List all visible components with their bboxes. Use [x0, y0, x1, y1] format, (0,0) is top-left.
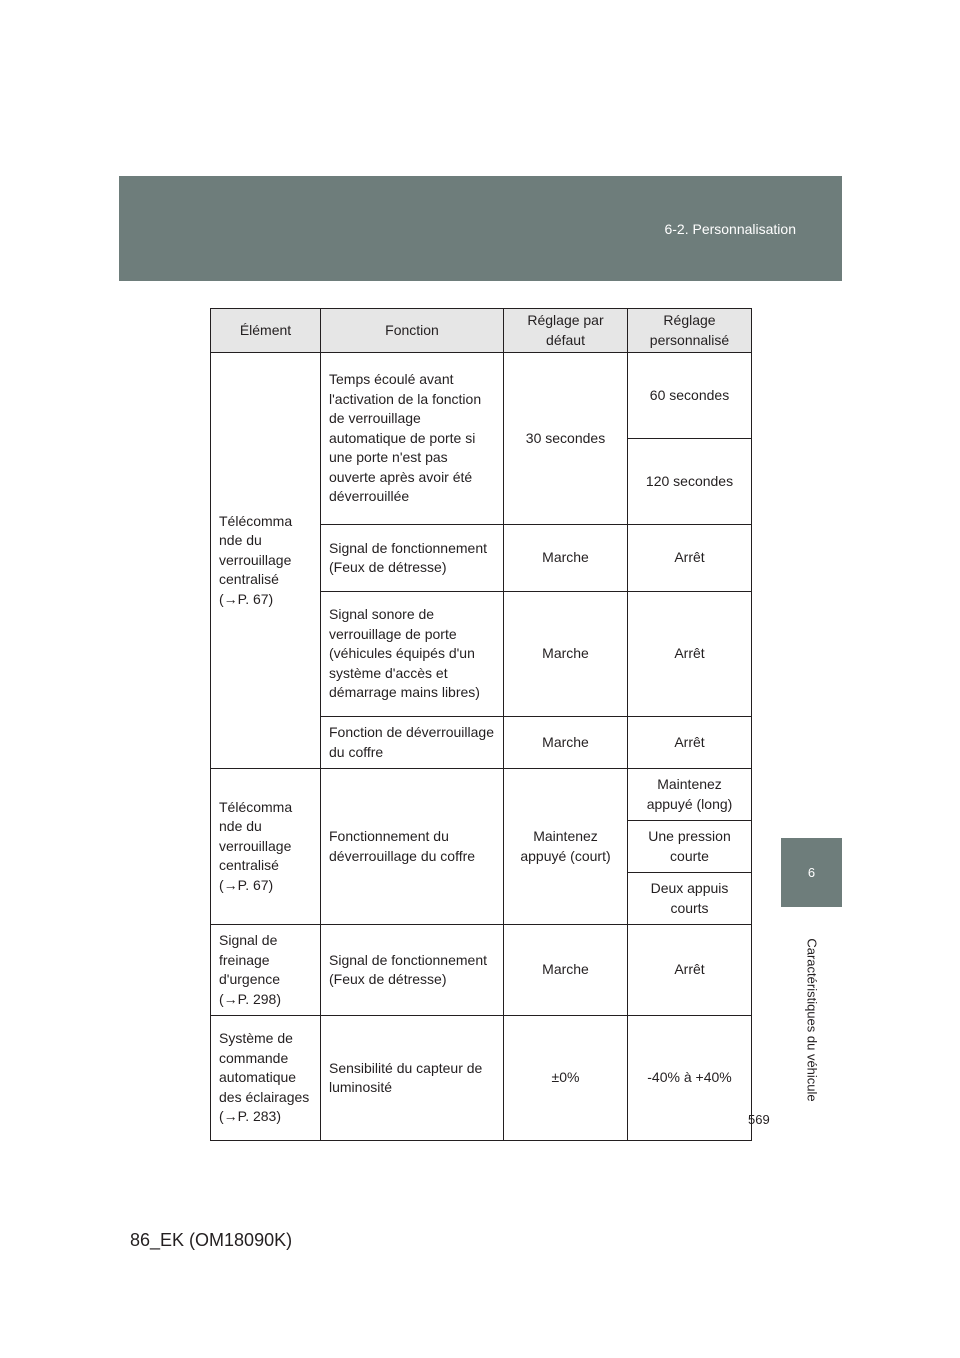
default-cell: ±0% — [504, 1016, 628, 1141]
custom-cell: Arrêt — [628, 525, 752, 592]
function-cell: Signal sonore de verrouillage de porte (véhicules équipés d'un système d'accès et démarrage mains libres) — [321, 592, 504, 717]
custom-cell: Arrêt — [628, 717, 752, 769]
chapter-tab: 6 — [781, 838, 842, 907]
function-cell: Temps écoulé avant l'activation de la fonction de verrouillage automatique de porte si une porte n'est pas ouverte après avoir été déverrouillée — [321, 353, 504, 525]
header-function: Fonction — [321, 309, 504, 353]
element-cell: Système de commande automatique des éclairages (→P. 283) — [211, 1016, 321, 1141]
element-cell: Télécomma nde du verrouillage centralisé (→P. 67) — [211, 353, 321, 769]
function-cell: Fonction de déverrouillage du coffre — [321, 717, 504, 769]
custom-cell: Arrêt — [628, 592, 752, 717]
default-cell: Maintenez appuyé (court) — [504, 769, 628, 925]
function-cell: Fonctionnement du déverrouillage du coffre — [321, 769, 504, 925]
default-cell: 30 secondes — [504, 353, 628, 525]
table-row — [211, 925, 752, 1016]
header-band — [119, 176, 842, 281]
element-cell: Télécomma nde du verrouillage centralisé (→P. 67) — [211, 769, 321, 925]
table-row — [211, 1016, 752, 1141]
custom-cell: Deux appuis courts — [628, 873, 752, 925]
custom-cell: -40% à +40% — [628, 1016, 752, 1141]
header-default: Réglage par défaut — [504, 309, 628, 353]
chapter-title: Caractéristiques du véhicule — [804, 938, 820, 1102]
table-row — [211, 769, 752, 821]
page-number: 569 — [748, 1112, 770, 1127]
custom-cell: 60 secondes — [628, 353, 752, 439]
default-cell: Marche — [504, 525, 628, 592]
custom-cell: Arrêt — [628, 925, 752, 1016]
default-cell: Marche — [504, 592, 628, 717]
custom-cell: Maintenez appuyé (long) — [628, 769, 752, 821]
custom-cell: 120 secondes — [628, 439, 752, 525]
section-title: 6-2. Personnalisation — [664, 221, 796, 237]
header-element: Élément — [211, 309, 321, 353]
function-cell: Sensibilité du capteur de luminosité — [321, 1016, 504, 1141]
custom-cell: Une pression courte — [628, 821, 752, 873]
element-cell: Signal de freinage d'urgence (→P. 298) — [211, 925, 321, 1016]
table-header-row — [211, 309, 752, 353]
header-custom: Réglage personnalisé — [628, 309, 752, 353]
function-cell: Signal de fonctionnement (Feux de détresse) — [321, 525, 504, 592]
default-cell: Marche — [504, 717, 628, 769]
settings-table — [210, 308, 752, 1141]
table-row — [211, 353, 752, 439]
default-cell: Marche — [504, 925, 628, 1016]
function-cell: Signal de fonctionnement (Feux de détresse) — [321, 925, 504, 1016]
document-code: 86_EK (OM18090K) — [130, 1230, 293, 1250]
